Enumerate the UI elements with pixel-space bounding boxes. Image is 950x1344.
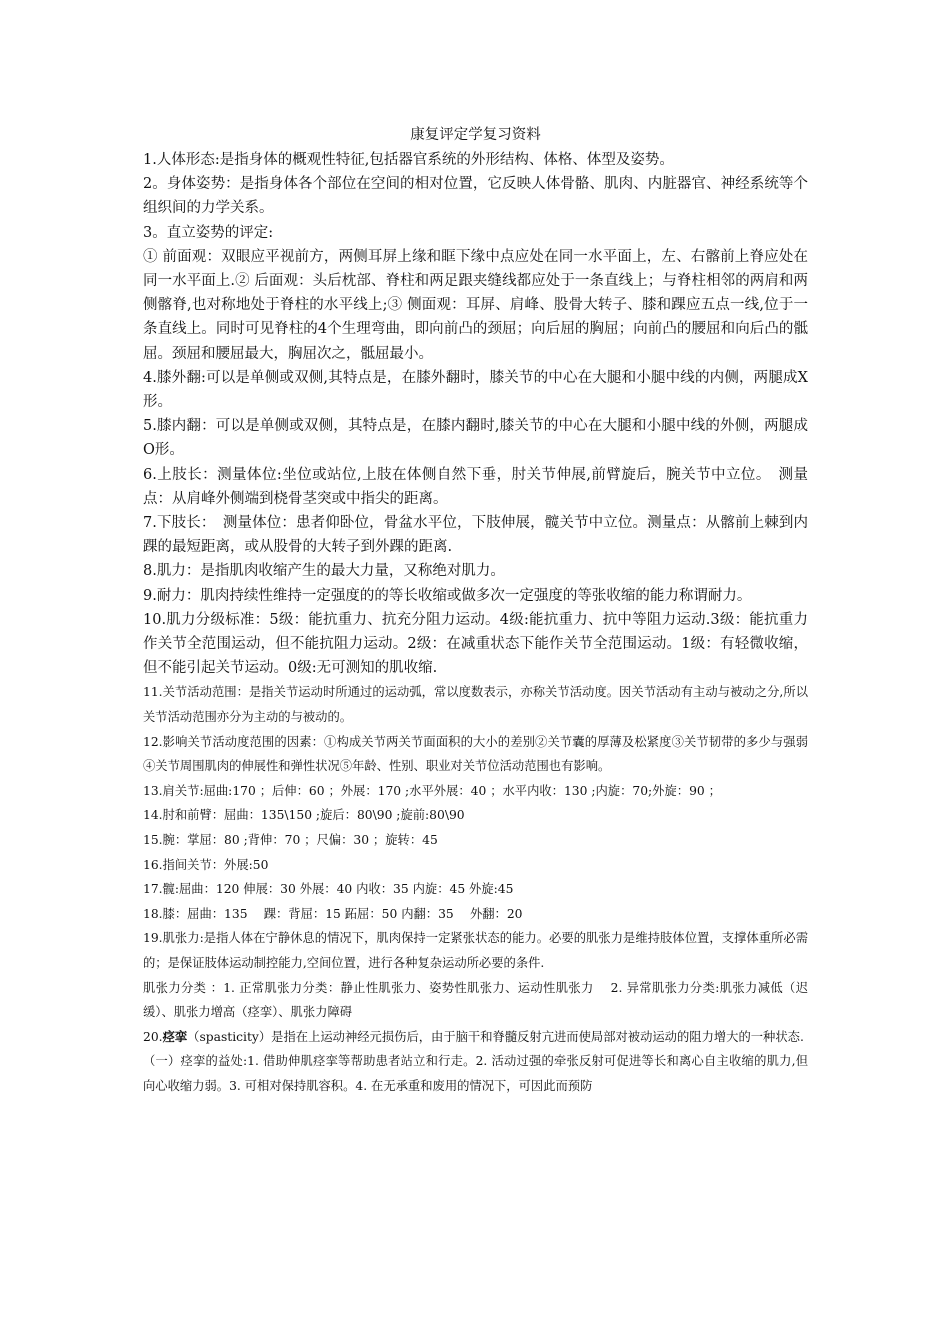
paragraph-21: 肌张力分类 ：1. 正常肌张力分类：静止性肌张力、姿势性肌张力、运动性肌张力 2. 异常肌张力分类:肌张力减低（迟缓）、肌张力增高（痉挛）、肌张力障碍 <box>143 980 808 1020</box>
paragraph-12: 11.关节活动范围：是指关节运动时所通过的运动弧，常以度数表示，亦称关节活动度。因关节活动有主动与被动之分,所以关节活动范围亦分为主动的与被动的。 <box>143 685 808 725</box>
paragraph-3: 3。直立姿势的评定: <box>143 224 274 241</box>
paragraph-15: 14.肘和前臂：屈曲：135\150 ;旋后：80\90 ;旋前:80\90 <box>143 808 465 823</box>
paragraph-18: 17.髋:屈曲：120 伸展：30 外展：40 内收：35 内旋：45 外旋:45 <box>143 882 514 897</box>
paragraph-22 <box>143 1025 808 1050</box>
paragraph-22-number: 20. <box>143 1029 163 1044</box>
paragraph-22-text: （spasticity）是指在上运动神经元损伤后，由于脑干和脊髓反射亢进而使局部对被动运动的阻力增大的一种状态. <box>187 1029 804 1044</box>
paragraph-9: 8.肌力：是指肌肉收缩产生的最大力量，又称绝对肌力。 <box>143 563 505 580</box>
paragraph-1: 1.人体形态:是指身体的概观性特征,包括器官系统的外形结构、体格、体型及姿势。 <box>143 152 674 168</box>
paragraph-7: 6.上肢长：测量体位:坐位或站位,上肢在体侧自然下垂，肘关节伸展,前臂旋后，腕关节中立位。 测量点：从肩峰外侧端到桡骨茎突或中指尖的距离。 <box>143 466 808 507</box>
paragraph-8: 7.下肢长： 测量体位：患者仰卧位，骨盆水平位，下肢伸展，髋关节中立位。测量点：从髂前上棘到内踝的最短距离，或从股骨的大转子到外踝的距离. <box>143 515 808 556</box>
paragraph-2: 2。身体姿势：是指身体各个部位在空间的相对位置，它反映人体骨骼、肌肉、内脏器官、神经系统等个组织间的力学关系。 <box>143 176 808 217</box>
paragraph-23: （一）痉挛的益处:1. 借助伸肌痉挛等帮助患者站立和行走。2. 活动过强的牵张反射可促进等长和离心自主收缩的肌力,但向心收缩力弱。3. 可相对保持肌容积。4. 在无承重和废用的情况下，可因此而预防 <box>143 1054 808 1093</box>
document-title: 康复评定学复习资料 <box>410 127 541 143</box>
paragraph-19: 18.膝：屈曲：135 踝：背屈：15 跖屈：50 内翻：35 外翻：20 <box>143 906 523 921</box>
paragraph-13: 12.影响关节活动度范围的因素：①构成关节两关节面面积的大小的差别②关节囊的厚薄及松紧度③关节韧带的多少与强弱④关节周围肌肉的伸展性和弹性状况⑤年龄、性别、职业对关节位活动范围也有影响。 <box>143 734 808 774</box>
paragraph-4: ① 前面观：双眼应平视前方，两侧耳屏上缘和眶下缘中点应处在同一水平面上，左、右髂前上脊应处在同一水平面上.② 后面观：头后枕部、脊柱和两足跟夹缝线都应处于一条直线上；与脊柱相邻的两肩和两侧髂脊,也对称地处于脊柱的水平线上;③ 侧面观：耳屏、肩峰、股骨大转子、膝和踝应五点一线,位于一条直线上。同时可见脊柱的4个生理弯曲，即向前凸的颈屈；向后屈的胸屈；向前凸的腰屈和向后凸的骶屈。颈屈和腰屈最大，胸屈次之，骶屈最小。 <box>143 248 808 362</box>
paragraph-22-keyword: 痉挛 <box>162 1029 188 1044</box>
paragraph-5: 4.膝外翻:可以是单侧或双侧,其特点是，在膝外翻时，膝关节的中心在大腿和小腿中线的内侧，两腿成X形。 <box>143 369 808 411</box>
paragraph-16: 15.腕：掌屈：80 ;背伸：70 ；尺偏：30 ；旋转：45 <box>143 833 438 848</box>
paragraph-10: 9.耐力：肌肉持续性维持一定强度的的等长收缩或做多次一定强度的等张收缩的能力称谓耐力。 <box>143 587 752 604</box>
paragraph-11: 10.肌力分级标准：5级：能抗重力、抗充分阻力运动。4级:能抗重力、抗中等阻力运动.3级：能抗重力作关节全范围运动，但不能抗阻力运动。2级：在减重状态下能作关节全范围运动。1级：有轻微收缩，但不能引起关节运动。0级:无可测知的肌收缩. <box>143 611 808 677</box>
paragraph-14: 13.肩关节:屈曲:170 ；后伸：60 ；外展：170 ;水平外展：40 ；水平内收：130 ;内旋：70;外旋：90 ； <box>143 783 721 798</box>
paragraph-17: 16.指间关节：外展:50 <box>143 857 269 872</box>
paragraph-6: 5.膝内翻：可以是单侧或双侧，其特点是，在膝内翻时,膝关节的中心在大腿和小腿中线的外侧，两腿成O形。 <box>143 418 808 459</box>
paragraph-20: 19.肌张力:是指人体在宁静休息的情况下，肌肉保持一定紧张状态的能力。必要的肌张力是维持肢体位置，支撑体重所必需的；是保证肢体运动制控能力,空间位置，进行各种复杂运动所必要的条件. <box>143 931 808 970</box>
